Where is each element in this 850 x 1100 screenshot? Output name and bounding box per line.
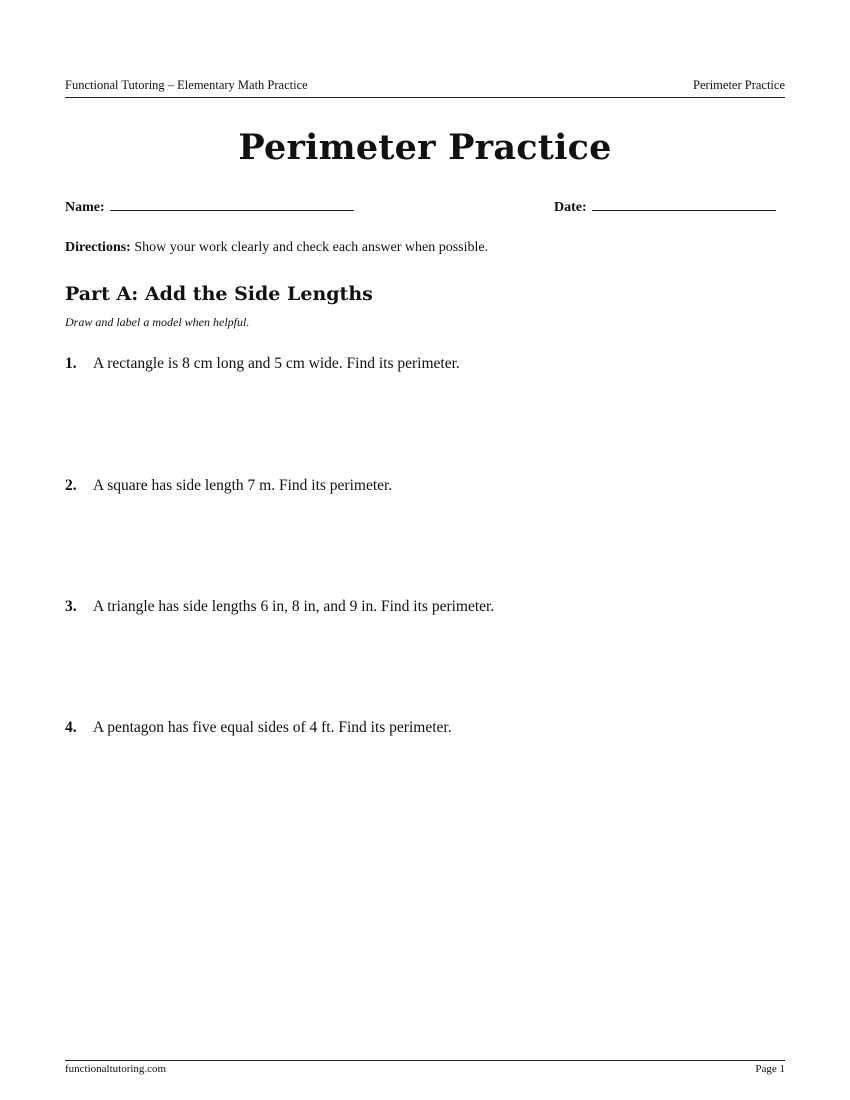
problem-text: A square has side length 7 m. Find its perimeter. [93,477,393,494]
running-footer [65,1060,785,1075]
directions-label: Directions: [65,240,131,255]
section-subtitle: Draw and label a model when helpful. [65,315,250,329]
name-field [65,196,354,216]
name-blank-line[interactable] [110,196,354,211]
problem-item [65,477,392,495]
date-blank-line[interactable] [592,196,776,211]
header-left-text: Functional Tutoring – Elementary Math Practice [65,78,308,92]
problem-number: 3. [65,598,77,615]
date-field [554,196,776,216]
problem-number: 4. [65,719,77,736]
problem-number: 1. [65,355,77,372]
page-title: Perimeter Practice [238,127,612,168]
header-right-text: Perimeter Practice [693,78,785,92]
problem-text: A rectangle is 8 cm long and 5 cm wide. Find its perimeter. [93,355,460,372]
problem-number: 2. [65,477,77,494]
section-heading: Part A: Add the Side Lengths [65,283,373,305]
problem-item [65,355,460,373]
problem-item [65,719,452,737]
name-label: Name: [65,200,105,215]
date-label: Date: [554,200,587,215]
problem-text: A pentagon has five equal sides of 4 ft. Find its perimeter. [93,719,452,736]
directions [65,240,488,256]
footer-site-text: functionaltutoring.com [65,1063,167,1075]
footer-page-number: Page 1 [755,1063,785,1075]
problem-text: A triangle has side lengths 6 in, 8 in, and 9 in. Find its perimeter. [93,598,495,615]
problem-item [65,598,494,616]
directions-text: Show your work clearly and check each answer when possible. [134,240,489,255]
running-header [65,77,785,98]
